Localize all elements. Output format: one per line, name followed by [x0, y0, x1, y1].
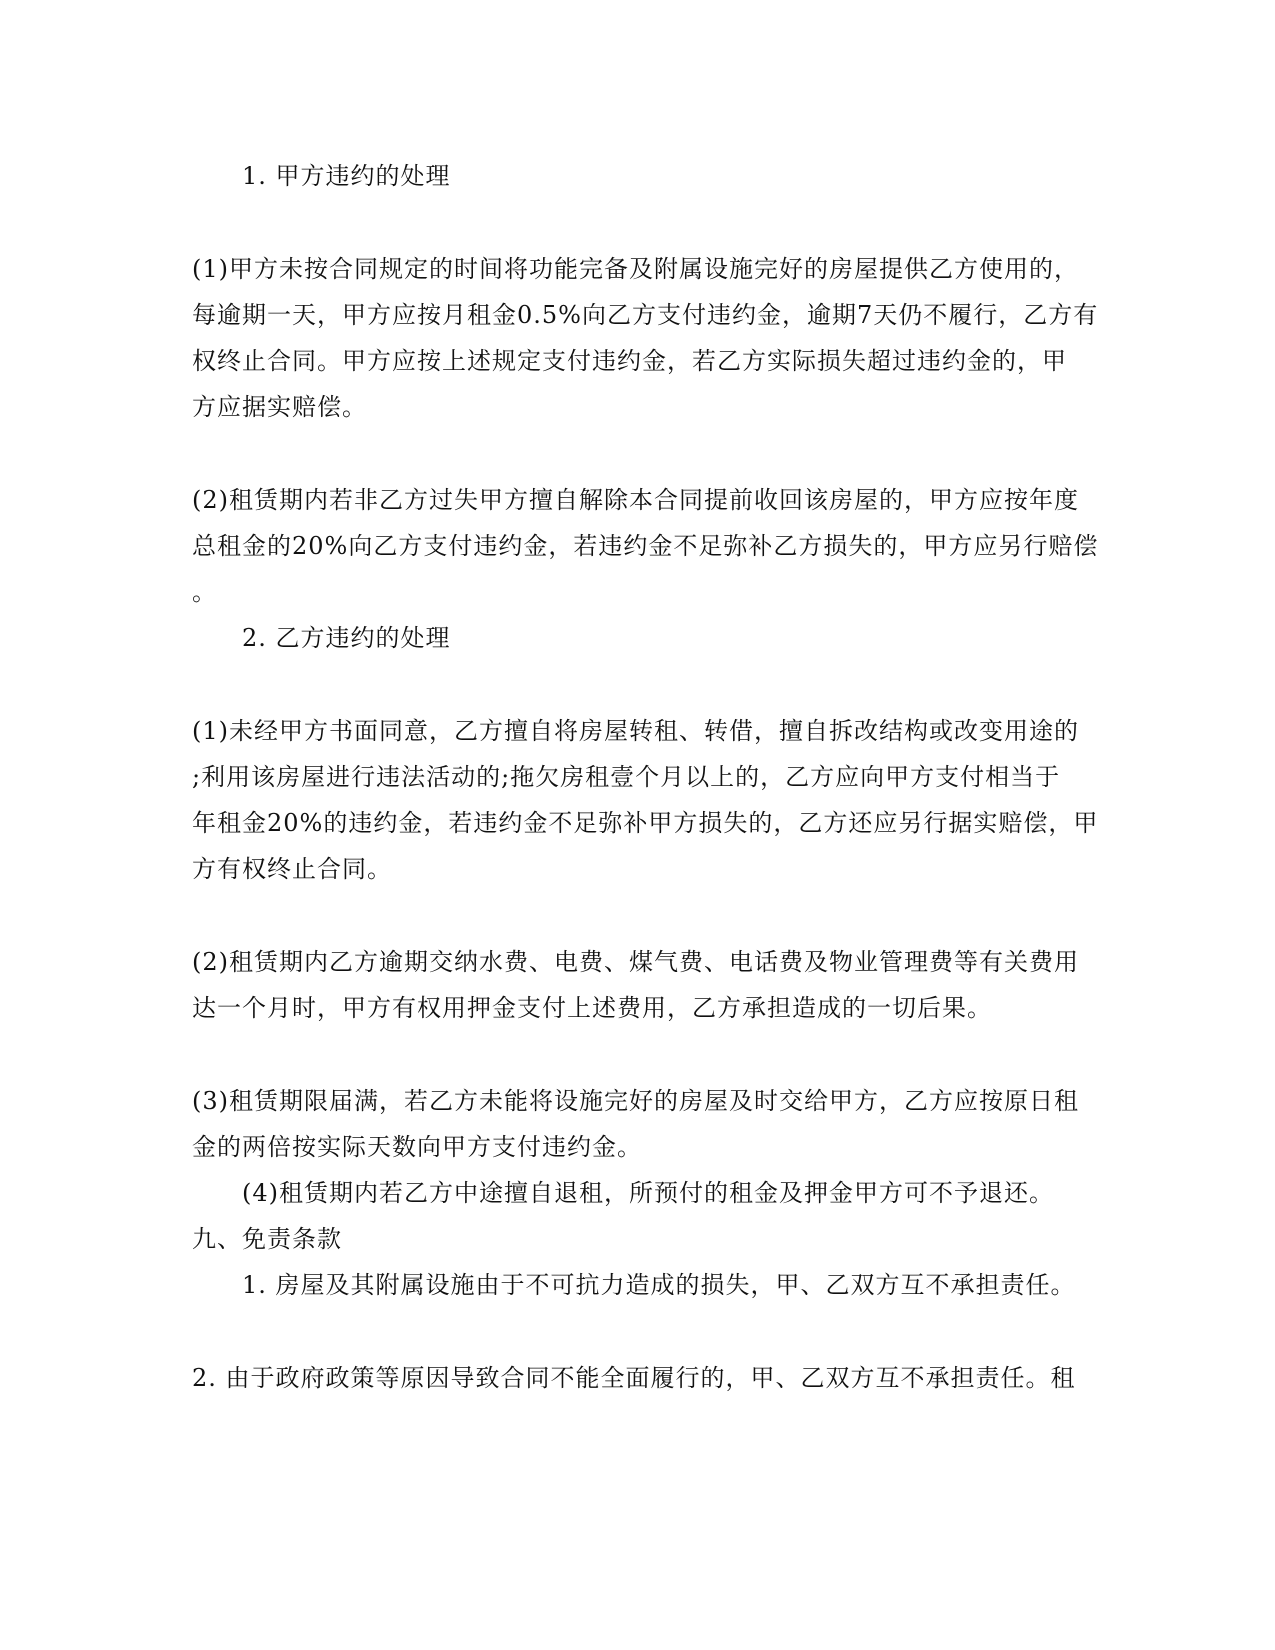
- paragraph-line: 2. 由于政府政策等原因导致合同不能全面履行的，甲、乙双方互不承担责任。租: [192, 1364, 1076, 1392]
- paragraph-line: ;利用该房屋进行违法活动的;拖欠房租壹个月以上的，乙方应向甲方支付相当于: [192, 763, 1061, 791]
- section-heading-party-b-breach: 2. 乙方违约的处理: [242, 624, 451, 652]
- paragraph-line: 年租金20%的违约金，若违约金不足弥补甲方损失的，乙方还应另行据实赔偿，甲: [192, 809, 1099, 837]
- paragraph-line: (2)租赁期内若非乙方过失甲方擅自解除本合同提前收回该房屋的，甲方应按年度: [192, 486, 1079, 514]
- paragraph-line: 1. 房屋及其附属设施由于不可抗力造成的损失，甲、乙双方互不承担责任。: [242, 1271, 1076, 1299]
- paragraph-line: (2)租赁期内乙方逾期交纳水费、电费、煤气费、电话费及物业管理费等有关费用: [192, 948, 1079, 976]
- section-heading-exemption: 九、免责条款: [192, 1225, 342, 1253]
- paragraph-line: (1)甲方未按合同规定的时间将功能完备及附属设施完好的房屋提供乙方使用的，: [192, 255, 1079, 283]
- paragraph-line: 达一个月时，甲方有权用押金支付上述费用，乙方承担造成的一切后果。: [192, 994, 992, 1022]
- paragraph-line: 权终止合同。甲方应按上述规定支付违约金，若乙方实际损失超过违约金的，甲: [192, 347, 1067, 375]
- paragraph-line: 。: [192, 578, 217, 606]
- paragraph-line: 金的两倍按实际天数向甲方支付违约金。: [192, 1133, 642, 1161]
- paragraph-line: (4)租赁期内若乙方中途擅自退租，所预付的租金及押金甲方可不予退还。: [242, 1179, 1054, 1207]
- paragraph-line: 每逾期一天，甲方应按月租金0.5%向乙方支付违约金，逾期7天仍不履行，乙方有: [192, 301, 1099, 329]
- paragraph-line: (1)未经甲方书面同意，乙方擅自将房屋转租、转借，擅自拆改结构或改变用途的: [192, 717, 1079, 745]
- paragraph-line: 总租金的20%向乙方支付违约金，若违约金不足弥补乙方损失的，甲方应另行赔偿: [192, 532, 1099, 560]
- section-heading-party-a-breach: 1. 甲方违约的处理: [242, 162, 451, 190]
- paragraph-line: 方应据实赔偿。: [192, 393, 367, 421]
- paragraph-line: 方有权终止合同。: [192, 855, 392, 883]
- paragraph-line: (3)租赁期限届满，若乙方未能将设施完好的房屋及时交给甲方，乙方应按原日租: [192, 1087, 1079, 1115]
